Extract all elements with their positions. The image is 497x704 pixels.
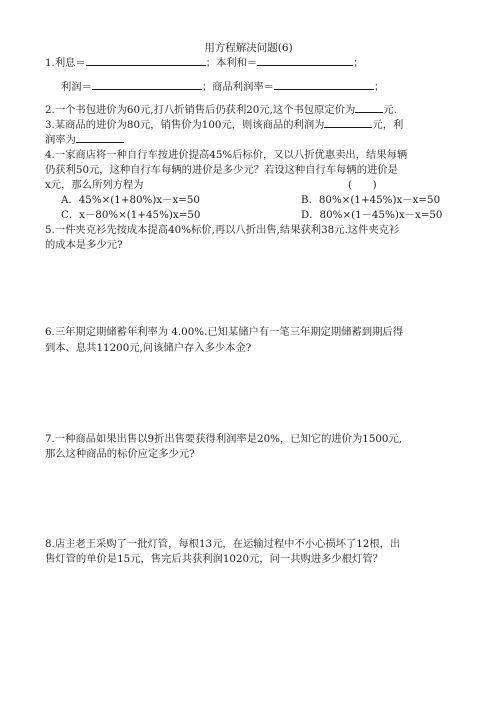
q3-tail: 元，利 — [372, 119, 404, 131]
q4-option-d: D．80%×(1－45%)x－x=50 — [301, 209, 443, 221]
q4-answer-parentheses: ( ) — [348, 179, 377, 191]
question-4-line-3 — [45, 178, 455, 193]
q1-interest-label: 1.利息＝ — [45, 57, 86, 69]
q4-option-c: C．x－80%×(1+45%)x=50 — [61, 209, 201, 221]
q2-unit: 元. — [383, 104, 397, 116]
question-6-line-2: 到本、息共11200元,问该储户存入多少本金? — [45, 342, 252, 354]
question-1-line-2 — [61, 79, 471, 95]
q1-total-label: ；本利和＝ — [205, 57, 258, 69]
q1-margin-label: ；商品利润率＝ — [201, 81, 274, 93]
question-8-line-2: 售灯管的单价是15元，售完后共获利润1020元，问一共购进多少根灯管？ — [45, 553, 383, 565]
q2-blank — [355, 102, 383, 113]
q3-rate-blank — [76, 132, 124, 143]
q4-stem-end: x元，那么所列方程为 — [45, 179, 144, 191]
page-title: 用方程解决问题(6) — [204, 42, 293, 54]
q3-rate-label: 润率为 — [45, 134, 76, 146]
q1-margin-blank — [274, 79, 374, 90]
question-5-line-1: 5.一件夹克衫先按成本提高40%标价,再以八折出售,结果获利38元.这件夹克衫 — [45, 224, 400, 236]
q1-profit-blank — [92, 79, 202, 90]
q3-text: 3.某商品的进价为80元，销售价为100元，则该商品的利润为 — [45, 119, 325, 131]
q1-total-blank — [257, 55, 353, 66]
question-7-line-1: 7.一种商品如果出售以9折出售要获得利润率是20%，已知它的进价为1500元, — [45, 433, 403, 445]
q3-profit-blank — [324, 117, 372, 128]
q1-end-1: ； — [353, 57, 364, 69]
question-1-line-1 — [45, 55, 455, 71]
question-4-line-1: 4.一家商店将一种自行车按进价提高45%后标价，又以八折优惠卖出，结果每辆 — [45, 149, 408, 161]
q1-end-2: ； — [373, 81, 385, 93]
question-5-line-2: 的成本是多少元? — [45, 239, 123, 251]
question-8-line-1: 8.店主老王采购了一批灯管，每根13元，在运输过程中不小心损坏了12根，出 — [45, 538, 401, 550]
question-2 — [45, 102, 455, 118]
question-3-line-1 — [45, 117, 455, 133]
q4-option-a: A．45%×(1+80%)x－x=50 — [61, 194, 200, 206]
q4-option-b: B．80%×(1+45%)x－x=50 — [301, 194, 441, 206]
q2-text: 2.一个书包进价为60元,打八折销售后仍获利20元,这个书包原定价为 — [45, 104, 356, 116]
question-6-line-1: 6.三年期定期储蓄年利率为 4.00%.已知某储户有一笔三年期定期储蓄到期后得 — [45, 326, 403, 338]
question-4-line-2: 仍获利50元，这种自行车每辆的进价是多少元？若设这种自行车每辆的进价是 — [45, 164, 398, 176]
q1-profit-label: 利润＝ — [61, 81, 92, 93]
q1-interest-blank — [86, 55, 206, 66]
question-3-line-2 — [45, 132, 455, 148]
question-7-line-2: 那么这种商品的标价应定多少元? — [45, 448, 195, 460]
